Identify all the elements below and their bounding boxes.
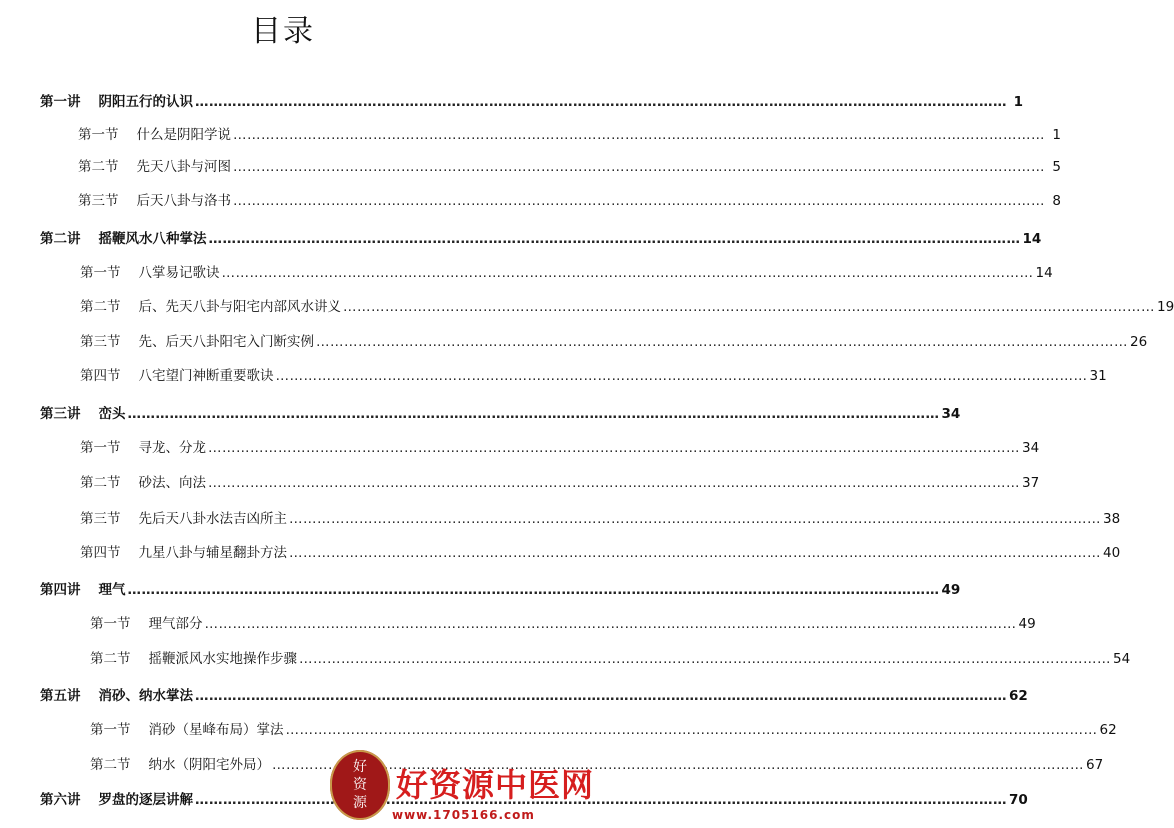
- toc-leader-dots: [195, 93, 1007, 111]
- toc-title: 九星八卦与辅星翻卦方法: [138, 545, 287, 561]
- toc-label: [90, 615, 203, 633]
- toc-title: 阴阳五行的认识: [98, 94, 193, 110]
- toc-label: [40, 581, 126, 599]
- toc-section[interactable]: [78, 158, 1061, 176]
- toc-number: 第四节: [80, 545, 121, 561]
- seal-logo: [330, 750, 390, 820]
- toc-page-number: 67: [1086, 757, 1104, 773]
- toc-label: [78, 126, 231, 144]
- toc-leader-dots: [289, 544, 1101, 562]
- toc-title: 后、先天八卦与阳宅内部风水讲义: [138, 299, 341, 315]
- watermark-text: 好资源中医网: [396, 766, 595, 804]
- toc-number: 第一讲: [40, 94, 81, 110]
- toc-leader-dots: [299, 650, 1111, 668]
- toc-label: [40, 405, 126, 423]
- page-title: 目录: [251, 14, 315, 49]
- toc-label: [40, 687, 193, 705]
- toc-leader-dots: [209, 230, 1021, 248]
- toc-page-number: 5: [1052, 159, 1061, 175]
- toc-number: 第二节: [90, 757, 131, 773]
- toc-chapter[interactable]: [40, 93, 1023, 111]
- toc-page-number: 38: [1103, 511, 1121, 527]
- toc-page-number: 34: [1022, 440, 1040, 456]
- toc-label: [80, 333, 314, 351]
- toc-number: 第二节: [90, 651, 131, 667]
- toc-number: 第二节: [80, 299, 121, 315]
- toc-number: 第二节: [78, 159, 119, 175]
- toc-page-number: 70: [1009, 792, 1028, 808]
- toc-leader-dots: [128, 405, 940, 423]
- toc-leader-dots: [208, 439, 1020, 457]
- toc-leader-dots: [195, 687, 1007, 705]
- toc-leader-dots: [316, 333, 1128, 351]
- toc-section[interactable]: [80, 367, 1107, 385]
- toc-section[interactable]: [80, 264, 1053, 282]
- seal-char: 源: [353, 795, 367, 811]
- toc-chapter[interactable]: [40, 405, 961, 423]
- toc-number: 第三节: [78, 193, 119, 209]
- toc-title: 八宅望门神断重要歌诀: [138, 368, 274, 384]
- toc-leader-dots: [222, 264, 1034, 282]
- toc-label: [80, 298, 341, 316]
- toc-number: 第一节: [78, 127, 119, 143]
- toc-page-number: 26: [1130, 334, 1148, 350]
- toc-leader-dots: [233, 126, 1045, 144]
- seal-char: 资: [353, 777, 367, 793]
- toc-number: 第三讲: [40, 406, 81, 422]
- toc-number: 第一节: [90, 616, 131, 632]
- toc-title: 消砂、纳水掌法: [98, 688, 193, 704]
- toc-leader-dots: [195, 791, 1007, 809]
- toc-chapter[interactable]: [40, 230, 1042, 248]
- toc-title: 理气: [98, 582, 126, 598]
- toc-leader-dots: [233, 158, 1045, 176]
- watermark: [330, 748, 595, 828]
- toc-title: 先天八卦与河图: [136, 159, 231, 175]
- toc-page-number: 62: [1099, 722, 1117, 738]
- toc-section[interactable]: [80, 298, 1174, 316]
- toc-section[interactable]: [78, 126, 1061, 144]
- toc-section[interactable]: [90, 650, 1131, 668]
- toc-label: [80, 544, 287, 562]
- toc-label: [90, 721, 284, 739]
- toc-label: [80, 439, 206, 457]
- toc-page-number: 8: [1052, 193, 1061, 209]
- toc-number: 第一节: [90, 722, 131, 738]
- toc-label: [80, 474, 206, 492]
- toc-title: 理气部分: [148, 616, 203, 632]
- toc-number: 第五讲: [40, 688, 81, 704]
- toc-title: 八掌易记歌诀: [138, 265, 220, 281]
- watermark-url: www.1705166.com: [392, 808, 535, 822]
- toc-page-number: 1: [1013, 94, 1023, 110]
- toc-page-number: 31: [1089, 368, 1107, 384]
- toc-section[interactable]: [78, 192, 1061, 210]
- toc-leader-dots: [205, 615, 1017, 633]
- toc-section[interactable]: [90, 615, 1036, 633]
- toc-leader-dots: [276, 367, 1088, 385]
- toc-number: 第四讲: [40, 582, 81, 598]
- toc-leader-dots: [343, 298, 1155, 316]
- toc-title: 消砂（星峰布局）掌法: [148, 722, 284, 738]
- toc-page-number: 40: [1103, 545, 1121, 561]
- toc-page-number: 14: [1022, 231, 1042, 247]
- toc-section[interactable]: [80, 333, 1148, 351]
- toc-title: 先后天八卦水法吉凶所主: [138, 511, 287, 527]
- toc-section[interactable]: [80, 474, 1040, 492]
- toc-title: 摇鞭派风水实地操作步骤: [148, 651, 297, 667]
- toc-label: [90, 650, 297, 668]
- toc-page-number: 37: [1022, 475, 1040, 491]
- toc-page-number: 49: [941, 582, 961, 598]
- toc-label: [90, 756, 270, 774]
- toc-title: 摇鞭风水八种掌法: [98, 231, 207, 247]
- toc-title: 先、后天八卦阳宅入门断实例: [138, 334, 314, 350]
- toc-section[interactable]: [80, 510, 1121, 528]
- toc-number: 第六讲: [40, 792, 81, 808]
- toc-label: [80, 264, 220, 282]
- toc-label: [80, 367, 274, 385]
- toc-label: [78, 158, 231, 176]
- toc-number: 第三节: [80, 334, 121, 350]
- toc-title: 峦头: [98, 406, 126, 422]
- toc-number: 第三节: [80, 511, 121, 527]
- toc-chapter[interactable]: [40, 581, 961, 599]
- toc-number: 第四节: [80, 368, 121, 384]
- toc-label: [40, 230, 207, 248]
- toc-label: [40, 93, 193, 111]
- toc-number: 第一节: [80, 265, 121, 281]
- toc-leader-dots: [289, 510, 1101, 528]
- toc-title: 罗盘的逐层讲解: [98, 792, 193, 808]
- toc-chapter[interactable]: [40, 687, 1028, 705]
- seal-char: 好: [353, 759, 367, 775]
- toc-number: 第二讲: [40, 231, 81, 247]
- toc-label: [78, 192, 231, 210]
- toc-label: [80, 510, 287, 528]
- toc-number: 第二节: [80, 475, 121, 491]
- toc-section[interactable]: [80, 544, 1121, 562]
- toc-leader-dots: [208, 474, 1020, 492]
- toc-page-number: 54: [1113, 651, 1131, 667]
- toc-section[interactable]: [80, 439, 1040, 457]
- toc-leader-dots: [286, 721, 1098, 739]
- toc-title: 后天八卦与洛书: [136, 193, 231, 209]
- toc-title: 什么是阴阳学说: [136, 127, 231, 143]
- toc-page-number: 19: [1157, 299, 1174, 315]
- toc-title: 纳水（阴阳宅外局）: [148, 757, 270, 773]
- toc-page-number: 14: [1035, 265, 1053, 281]
- toc-title: 寻龙、分龙: [138, 440, 206, 456]
- toc-page-number: 34: [941, 406, 961, 422]
- toc-number: 第一节: [80, 440, 121, 456]
- toc-page-number: 49: [1018, 616, 1036, 632]
- toc-section[interactable]: [90, 721, 1117, 739]
- toc-page-number: 62: [1009, 688, 1028, 704]
- toc-label: [40, 791, 193, 809]
- toc-title: 砂法、向法: [138, 475, 206, 491]
- toc-leader-dots: [233, 192, 1045, 210]
- toc-page-number: 1: [1052, 127, 1061, 143]
- toc-leader-dots: [128, 581, 940, 599]
